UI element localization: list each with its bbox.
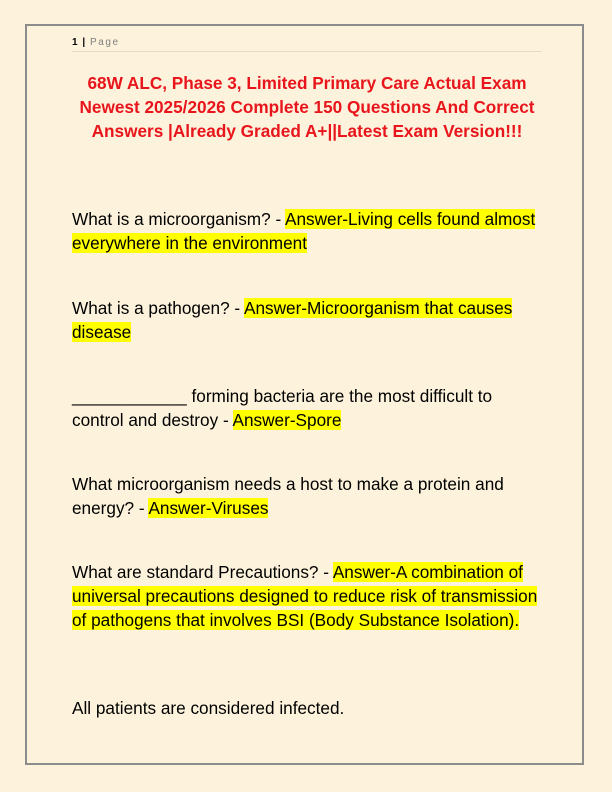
answer-text: Answer-Living cells found almost everywhere in the environment [72, 209, 536, 253]
answer-text: Answer-Viruses [148, 498, 269, 518]
answer-text: Answer-Spore [232, 410, 342, 430]
question-text: What is a pathogen? - [72, 298, 244, 318]
document-title: 68W ALC, Phase 3, Limited Primary Care Actual Exam Newest 2025/2026 Complete 150 Questions And Correct Answers |Already Graded A+||Latest Exam Version!!! [79, 73, 535, 141]
page-header [72, 37, 542, 52]
page-separator: | [82, 37, 86, 48]
qa-item-4 [72, 472, 542, 520]
qa-item-5 [72, 560, 542, 632]
question-text: What are standard Precautions? - [72, 562, 333, 582]
qa-item-2 [72, 296, 542, 344]
answer-text: Answer-A combination of universal precautions designed to reduce risk of transmission of pathogens that involves BSI (Body Substance Isolation). [72, 562, 538, 630]
page-number: 1 [72, 37, 78, 48]
question-text: ____________ forming bacteria are the most difficult to control and destroy - [72, 386, 493, 430]
qa-item-3 [72, 384, 542, 432]
closing-text: All patients are considered infected. [72, 698, 345, 718]
page-word: Page [89, 37, 120, 48]
answer-text: Answer-Microorganism that causes disease [72, 298, 513, 342]
question-text: What microorganism needs a host to make a protein and energy? - [72, 474, 504, 518]
qa-item-1 [72, 207, 542, 255]
question-text: What is a microorganism? - [72, 209, 285, 229]
